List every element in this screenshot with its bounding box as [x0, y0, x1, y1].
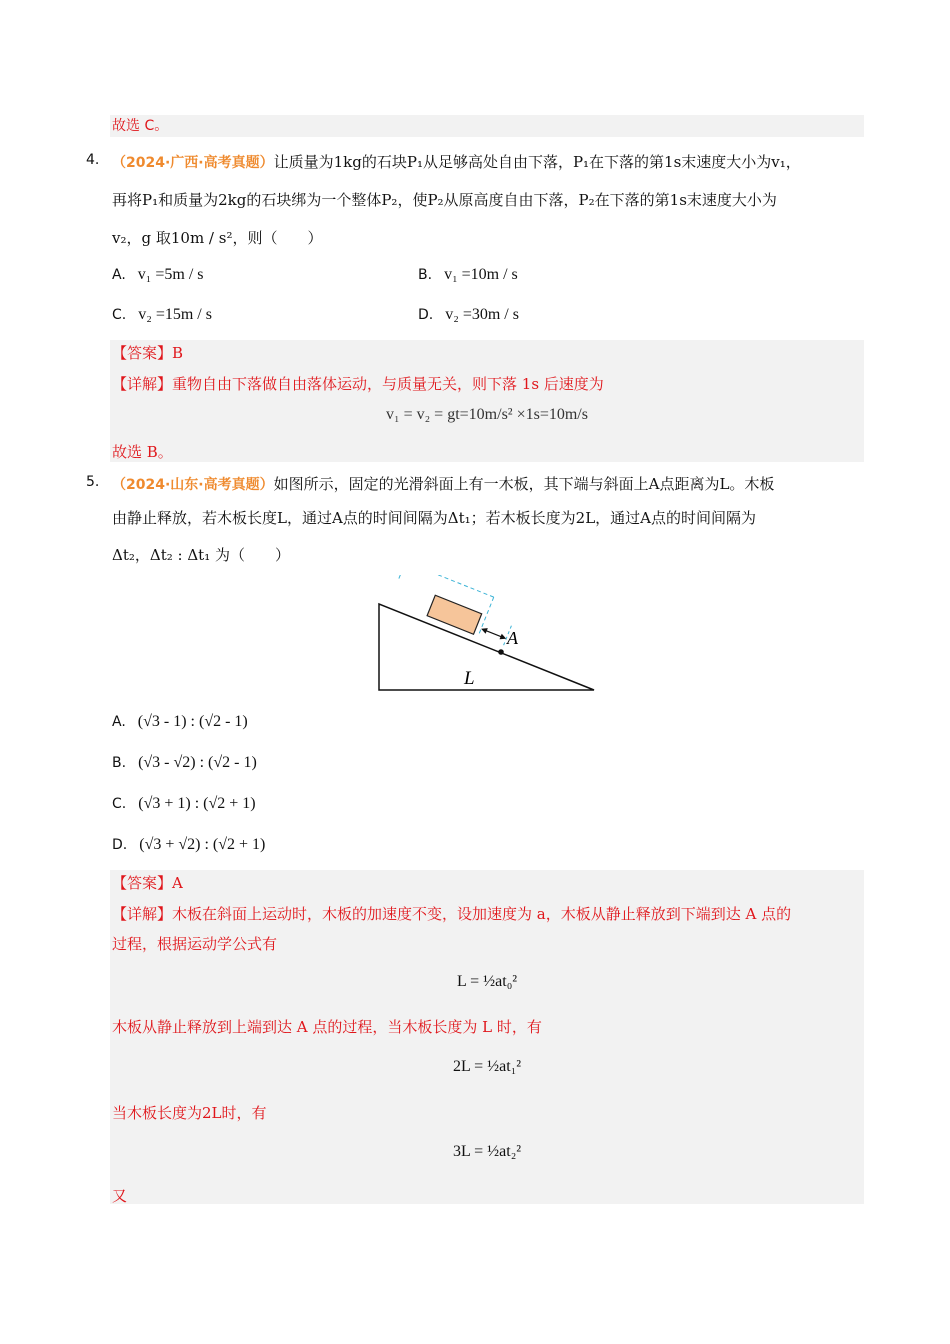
incline-figure [370, 575, 610, 700]
q5-answer: 【答案】A [112, 874, 183, 892]
answer-box-q3 [110, 115, 864, 137]
point-a-dot [498, 649, 504, 655]
q4-source: （2024·广西·高考真题） [112, 155, 274, 171]
q5-line-3: Δt₂，Δt₂ : Δt₁ 为（ ） [112, 546, 290, 564]
option-text: v₁ =5m / s [137, 266, 204, 283]
option-text: (√3 + √2) : (√2 + 1) [139, 836, 266, 853]
q5-line-2: 由静止释放，若木板长度L，通过A点的时间间隔为Δt₁；若木板长度为2L，通过A点的时间间隔为 [112, 509, 757, 527]
q4-option-b[interactable] [418, 264, 518, 285]
q4-option-a[interactable] [112, 264, 204, 285]
q4-text: 让质量为1kg的石块P₁从足够高处自由下落，P₁在下落的第1s末速度大小为v₁， [273, 153, 801, 171]
point-a-label: A [507, 628, 518, 648]
q4-detail: 【详解】重物自由下落做自由落体运动，与质量无关，则下落 1s 后速度为 [112, 375, 604, 393]
answer-box-q4 [110, 340, 864, 462]
q4-option-d[interactable] [418, 304, 519, 325]
q5-option-c[interactable] [112, 793, 256, 814]
q5-text-4: 又 [112, 1187, 128, 1205]
q4-option-c[interactable] [112, 304, 212, 325]
option-text: (√3 + 1) : (√2 + 1) [138, 795, 256, 812]
q5-text: 如图所示，固定的光滑斜面上有一木板，其下端与斜面上A点距离为L。木板 [273, 475, 775, 493]
q5-number: 5. [86, 474, 100, 490]
q5-formula-3: 3L = ½at₂² [452, 1143, 522, 1160]
option-text: v₂ =15m / s [138, 306, 212, 323]
option-label: D. [112, 837, 128, 853]
q5-formula-1: L = ½at₀² [456, 973, 518, 990]
wooden-board [427, 595, 482, 634]
q4-answer: 【答案】B [112, 344, 184, 362]
q4-line-2: 再将P₁和质量为2kg的石块绑为一个整体P₂，使P₂从原高度自由下落，P₂在下落的第1s末速度大小为 [112, 191, 777, 209]
q4-formula: v₁ = v₂ = gt=10m/s² ×1s=10m/s [386, 406, 588, 423]
length-arrow [484, 630, 503, 638]
q5-source: （2024·山东·高考真题） [112, 477, 274, 493]
q4-conclusion: 故选 B。 [112, 443, 173, 461]
option-label: A. [112, 714, 126, 730]
q4-line-1 [112, 152, 801, 173]
option-label: B. [418, 267, 433, 283]
q5-text-3: 当木板长度为2L时，有 [112, 1104, 267, 1122]
option-label: D. [418, 307, 434, 323]
q5-detail-1: 【详解】木板在斜面上运动时，木板的加速度不变，设加速度为 a，木板从静止释放到下端到达 A 点的 [112, 905, 792, 923]
q5-text-2: 木板从静止释放到上端到达 A 点的过程，当木板长度为 L 时，有 [112, 1018, 542, 1036]
option-label: A. [112, 267, 126, 283]
q5-formula-2: 2L = ½at₁² [452, 1058, 522, 1075]
length-label: L [464, 668, 475, 689]
board-length-dashed [406, 575, 494, 597]
q5-option-d[interactable] [112, 834, 265, 855]
option-text: (√3 - 1) : (√2 - 1) [137, 713, 248, 730]
q4-number: 4. [86, 152, 100, 168]
q3-conclusion: 故选 C。 [112, 118, 169, 134]
incline-triangle [379, 604, 594, 690]
option-label: B. [112, 755, 127, 771]
q5-option-a[interactable] [112, 711, 248, 732]
q4-line-3: v₂，g 取10m / s²，则（ ） [112, 229, 323, 247]
option-label: C. [112, 796, 127, 812]
q5-detail-2: 过程，根据运动学公式有 [112, 935, 278, 953]
q5-line-1 [112, 474, 774, 495]
option-label: C. [112, 307, 127, 323]
option-text: (√3 - √2) : (√2 - 1) [138, 754, 257, 771]
q5-option-b[interactable] [112, 752, 257, 773]
option-text: v₂ =30m / s [445, 306, 519, 323]
option-text: v₁ =10m / s [444, 266, 518, 283]
